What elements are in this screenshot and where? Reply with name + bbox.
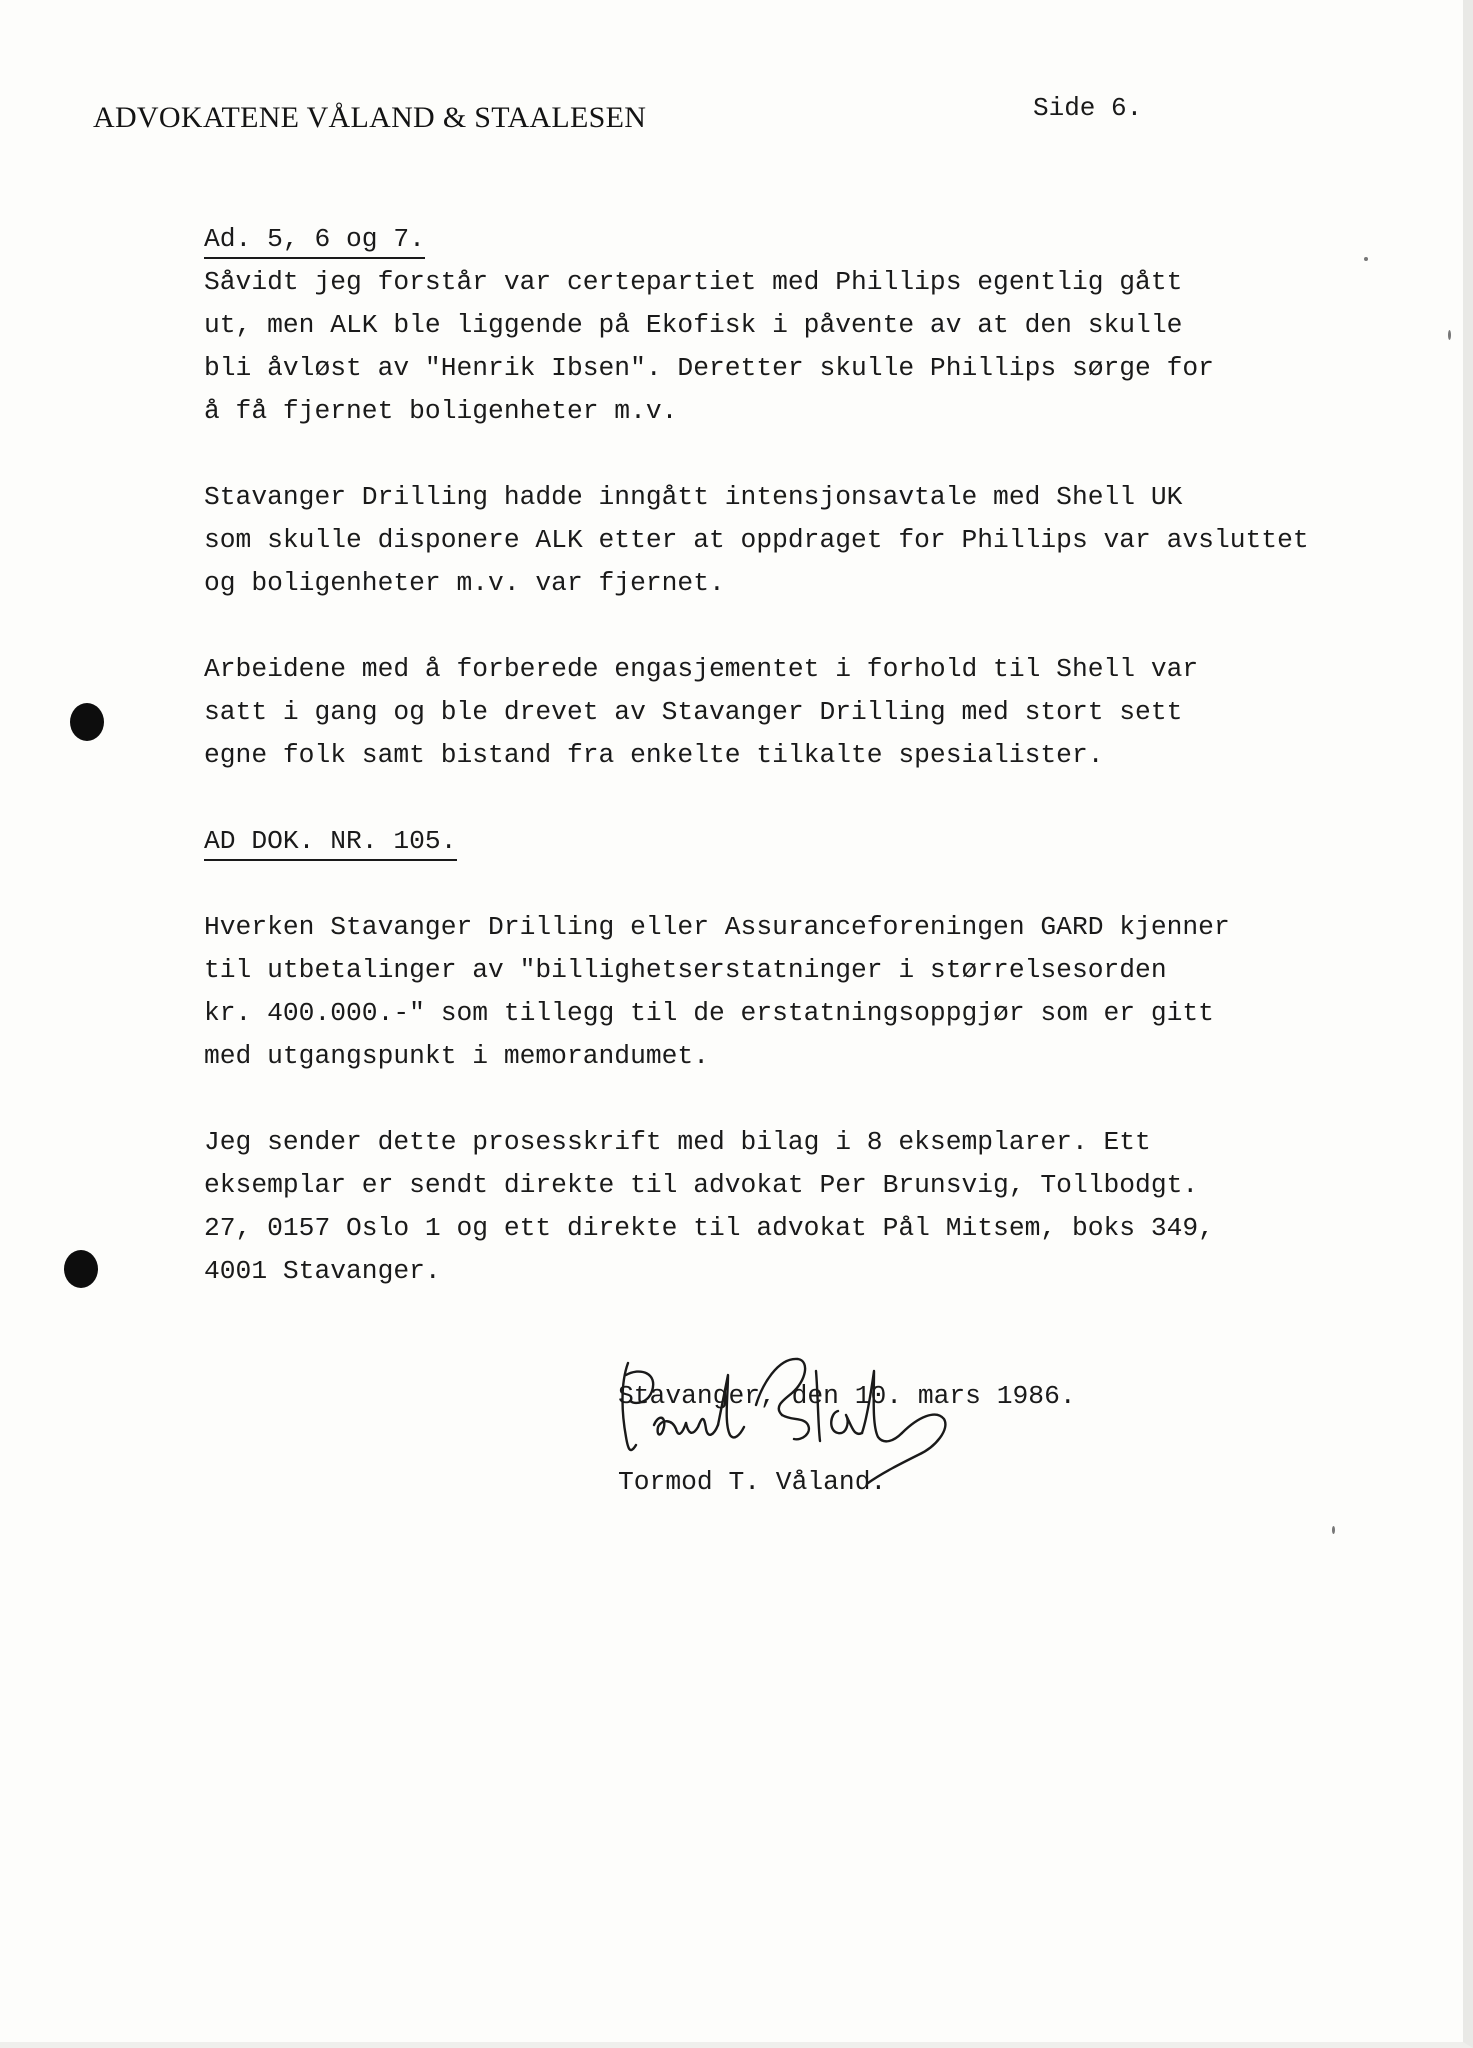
signer-name: Tormod T. Våland.	[618, 1467, 887, 1497]
document-body	[204, 218, 1434, 1293]
place-and-date: Stavanger, den 10. mars 1986.	[618, 1381, 1076, 1411]
text-line: med utgangspunkt i memorandumet.	[204, 1041, 709, 1071]
text-line: Såvidt jeg forstår var certepartiet med Phillips egentlig gått	[204, 267, 1183, 297]
text-line: ut, men ALK ble liggende på Ekofisk i påvente av at den skulle	[204, 310, 1183, 340]
scan-speck	[1448, 330, 1451, 340]
letterhead: ADVOKATENE VÅLAND & STAALESEN	[93, 101, 647, 134]
text-line: til utbetalinger av "billighetserstatninger i størrelsesorden	[204, 955, 1167, 985]
section-heading-ad-dok-105: AD DOK. NR. 105.	[204, 823, 457, 861]
text-line: Arbeidene med å forberede engasjementet i forhold til Shell var	[204, 654, 1199, 684]
section-heading-ad-5-6-7: Ad. 5, 6 og 7.	[204, 221, 425, 259]
text-line: og boligenheter m.v. var fjernet.	[204, 568, 725, 598]
text-line: kr. 400.000.-" som tillegg til de erstatningsoppgjør som er gitt	[204, 998, 1214, 1028]
page-number: Side 6.	[1033, 93, 1143, 123]
text-line: Jeg sender dette prosesskrift med bilag i 8 eksemplarer. Ett	[204, 1127, 1151, 1157]
punch-hole	[70, 703, 104, 741]
text-line: eksemplar er sendt direkte til advokat Per Brunsvig, Tollbodgt.	[204, 1170, 1199, 1200]
text-line: Stavanger Drilling hadde inngått intensjonsavtale med Shell UK	[204, 482, 1183, 512]
punch-hole	[64, 1250, 98, 1288]
text-line: 27, 0157 Oslo 1 og ett direkte til advokat Pål Mitsem, boks 349,	[204, 1213, 1214, 1243]
text-line: egne folk samt bistand fra enkelte tilkalte spesialister.	[204, 740, 1104, 770]
text-line: satt i gang og ble drevet av Stavanger Drilling med stort sett	[204, 697, 1183, 727]
text-line: å få fjernet boligenheter m.v.	[204, 396, 678, 426]
text-line: Hverken Stavanger Drilling eller Assuranceforeningen GARD kjenner	[204, 912, 1230, 942]
scan-speck	[1364, 257, 1368, 261]
scan-speck	[1332, 1526, 1335, 1534]
text-line: som skulle disponere ALK etter at oppdraget for Phillips var avsluttet	[204, 525, 1309, 555]
text-line: bli åvløst av "Henrik Ibsen". Deretter skulle Phillips sørge for	[204, 353, 1214, 383]
handwritten-signature	[606, 1345, 986, 1495]
text-line: 4001 Stavanger.	[204, 1256, 441, 1286]
